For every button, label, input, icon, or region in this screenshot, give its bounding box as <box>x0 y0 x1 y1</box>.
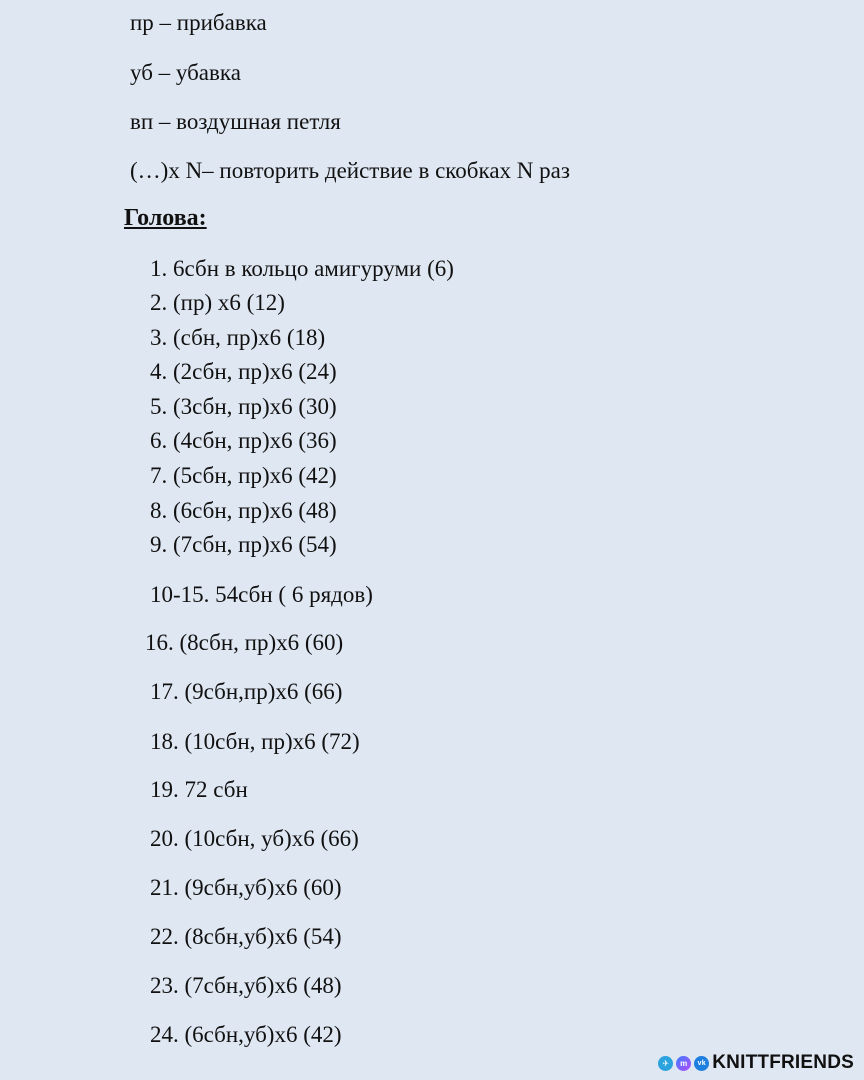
step-7: 7. (5сбн, пр)х6 (42) <box>150 463 337 488</box>
abbreviation-vp: вп – воздушная петля <box>130 109 341 134</box>
step-4: 4. (2сбн, пр)х6 (24) <box>150 359 337 384</box>
step-5: 5. (3сбн, пр)х6 (30) <box>150 394 337 419</box>
step-21: 21. (9сбн,уб)х6 (60) <box>150 875 342 900</box>
step-6: 6. (4сбн, пр)х6 (36) <box>150 428 337 453</box>
step-24: 24. (6сбн,уб)х6 (42) <box>150 1022 342 1047</box>
step-10-15: 10-15. 54сбн ( 6 рядов) <box>150 582 373 607</box>
max-icon: m <box>676 1056 691 1071</box>
step-22: 22. (8сбн,уб)х6 (54) <box>150 924 342 949</box>
vk-icon: vk <box>694 1056 709 1071</box>
abbreviation-pr: пр – прибавка <box>130 10 267 35</box>
step-20: 20. (10сбн, уб)х6 (66) <box>150 826 359 851</box>
step-18: 18. (10сбн, пр)х6 (72) <box>150 729 360 754</box>
telegram-icon: ✈ <box>658 1056 673 1071</box>
section-heading: Голова: <box>124 205 207 231</box>
step-16: 16. (8сбн, пр)х6 (60) <box>145 630 344 655</box>
step-3: 3. (сбн, пр)х6 (18) <box>150 325 326 350</box>
step-19: 19. 72 сбн <box>150 777 248 802</box>
step-1: 1. 6сбн в кольцо амигуруми (6) <box>150 256 454 281</box>
watermark <box>658 1052 854 1074</box>
step-8: 8. (6сбн, пр)х6 (48) <box>150 498 337 523</box>
watermark-text: KNITTFRIENDS <box>712 1052 854 1073</box>
abbreviation-repeat: (…)х N– повторить действие в скобках N раз <box>130 158 570 183</box>
step-2: 2. (пр) х6 (12) <box>150 290 285 315</box>
abbreviation-ub: уб – убавка <box>130 60 241 85</box>
step-23: 23. (7сбн,уб)х6 (48) <box>150 973 342 998</box>
step-17: 17. (9сбн,пр)х6 (66) <box>150 679 343 704</box>
step-9: 9. (7сбн, пр)х6 (54) <box>150 532 337 557</box>
